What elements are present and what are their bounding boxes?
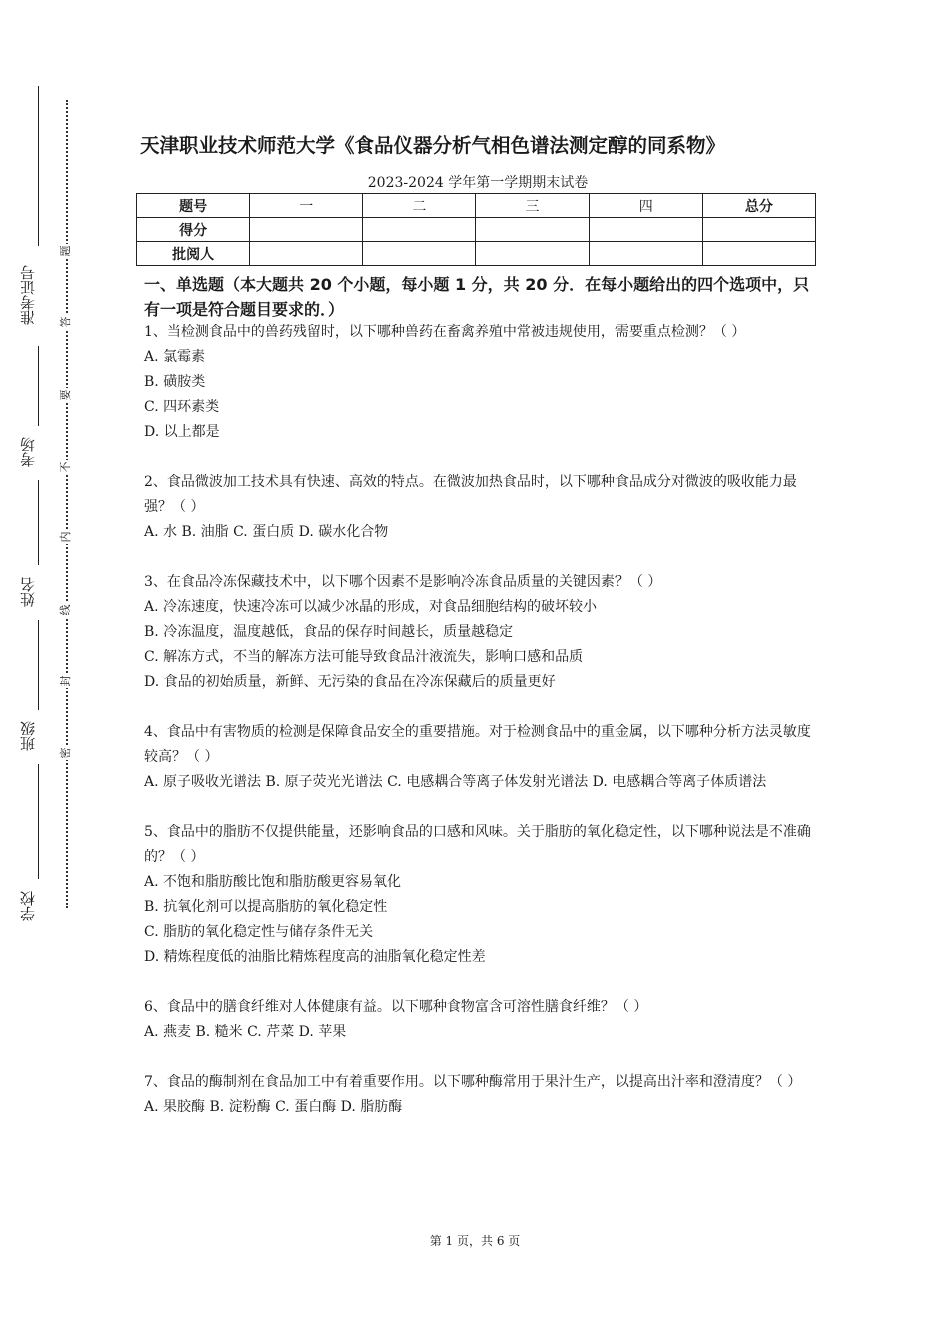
question-item bbox=[144, 570, 820, 695]
question-option: C. 四环素类 bbox=[144, 399, 220, 415]
question-stem: 7、食品的酶制剂在食品加工中有着重要作用。以下哪种酶常用于果汁生产，以提高出汁率和澄清度？（ ） bbox=[144, 1074, 802, 1090]
question-option: D. 精炼程度低的油脂比精炼程度高的油脂氧化稳定性差 bbox=[144, 949, 486, 965]
binding-line bbox=[38, 764, 39, 879]
seal-dotted-line bbox=[66, 100, 68, 908]
score-cell bbox=[250, 218, 363, 242]
seal-char: 密 bbox=[59, 747, 72, 759]
score-table bbox=[136, 193, 816, 266]
question-item bbox=[144, 720, 820, 795]
question-option: A. 不饱和脂肪酸比饱和脂肪酸更容易氧化 bbox=[144, 874, 402, 890]
score-header-cell: 二 bbox=[363, 194, 476, 218]
exam-title: 天津职业技术师范大学《食品仪器分析气相色谱法测定醇的同系物》 bbox=[140, 134, 726, 157]
question-option: C. 解冻方式，不当的解冻方法可能导致食品汁液流失，影响口感和品质 bbox=[144, 649, 584, 665]
question-option: A. 燕麦 B. 糙米 C. 芹菜 D. 苹果 bbox=[144, 1024, 347, 1040]
question-stem: 4、食品中有害物质的检测是保障食品安全的重要措施。对于检测食品中的重金属，以下哪种分析方法灵敏度较高？（ ） bbox=[144, 724, 811, 765]
question-option: A. 水 B. 油脂 C. 蛋白质 D. 碳水化合物 bbox=[144, 524, 389, 540]
question-item bbox=[144, 820, 820, 970]
question-option: D. 食品的初始质量，新鲜、无污染的食品在冷冻保藏后的质量更好 bbox=[144, 674, 556, 690]
section-heading: 一、单选题（本大题共 20 个小题，每小题 1 分，共 20 分．在每小题给出的四个选项中，只有一项是符合题目要求的．） bbox=[144, 275, 810, 319]
score-header-cell: 四 bbox=[589, 194, 702, 218]
score-row-label: 得分 bbox=[137, 218, 250, 242]
binding-line bbox=[38, 620, 39, 710]
seal-char: 线 bbox=[59, 604, 72, 616]
question-item bbox=[144, 1070, 820, 1120]
binding-margin bbox=[0, 0, 80, 1344]
binding-field-exam-room: 考场 bbox=[19, 437, 37, 468]
binding-line bbox=[38, 480, 39, 565]
question-list bbox=[144, 320, 820, 1145]
seal-char: 内 bbox=[59, 531, 72, 543]
question-option: A. 冷冻速度，快速冷冻可以减少冰晶的形成，对食品细胞结构的破坏较小 bbox=[144, 599, 598, 615]
question-stem: 1、当检测食品中的兽药残留时，以下哪种兽药在畜禽养殖中常被违规使用，需要重点检测？（ ） bbox=[144, 324, 746, 340]
question-stem: 6、食品中的膳食纤维对人体健康有益。以下哪种食物富含可溶性膳食纤维？（ ） bbox=[144, 999, 648, 1015]
question-option: A. 原子吸收光谱法 B. 原子荧光光谱法 C. 电感耦合等离子体发射光谱法 D. 电感耦合等离子体质谱法 bbox=[144, 774, 767, 790]
binding-line bbox=[38, 86, 39, 246]
score-header-cell: 一 bbox=[250, 194, 363, 218]
question-item bbox=[144, 320, 820, 445]
question-stem: 5、食品中的脂肪不仅提供能量，还影响食品的口感和风味。关于脂肪的氧化稳定性，以下哪种说法是不准确的？（ ） bbox=[144, 824, 811, 865]
exam-subtitle: 2023-2024 学年第一学期期末试卷 bbox=[367, 175, 589, 191]
question-option: B. 冷冻温度，温度越低，食品的保存时间越长，质量越稳定 bbox=[144, 624, 514, 640]
binding-field-exam-id: 准考证号 bbox=[19, 265, 37, 325]
question-option: B. 磺胺类 bbox=[144, 374, 206, 390]
score-cell bbox=[702, 242, 815, 266]
score-table-header-row bbox=[137, 194, 816, 218]
question-option: D. 以上都是 bbox=[144, 424, 220, 440]
binding-field-class: 班级 bbox=[19, 721, 37, 752]
seal-char: 不 bbox=[59, 461, 72, 473]
score-header-cell: 总分 bbox=[702, 194, 815, 218]
binding-field-school: 学校 bbox=[19, 891, 37, 922]
score-cell bbox=[476, 218, 589, 242]
score-cell bbox=[363, 242, 476, 266]
question-option: A. 果胶酶 B. 淀粉酶 C. 蛋白酶 D. 脂肪酶 bbox=[144, 1099, 403, 1115]
question-stem: 2、食品微波加工技术具有快速、高效的特点。在微波加热食品时，以下哪种食品成分对微波的吸收能力最强？（ ） bbox=[144, 474, 797, 515]
question-option: A. 氯霉素 bbox=[144, 349, 206, 365]
score-cell bbox=[250, 242, 363, 266]
score-cell bbox=[363, 218, 476, 242]
question-item bbox=[144, 995, 820, 1045]
seal-char: 题 bbox=[59, 245, 72, 257]
seal-char: 答 bbox=[59, 316, 72, 328]
score-cell bbox=[589, 242, 702, 266]
question-option: C. 脂肪的氧化稳定性与储存条件无关 bbox=[144, 924, 374, 940]
question-option: B. 抗氧化剂可以提高脂肪的氧化稳定性 bbox=[144, 899, 388, 915]
score-table-row bbox=[137, 218, 816, 242]
score-cell bbox=[589, 218, 702, 242]
score-table-row bbox=[137, 242, 816, 266]
seal-char: 要 bbox=[59, 389, 72, 401]
question-stem: 3、在食品冷冻保藏技术中，以下哪个因素不是影响冷冻食品质量的关键因素？（ ） bbox=[144, 574, 662, 590]
binding-field-name: 姓名 bbox=[19, 577, 37, 608]
question-item bbox=[144, 470, 820, 545]
binding-line bbox=[38, 346, 39, 426]
seal-char: 封 bbox=[59, 675, 72, 687]
page-footer: 第 1 页，共 6 页 bbox=[429, 1234, 521, 1248]
score-row-label: 批阅人 bbox=[137, 242, 250, 266]
score-header-cell: 题号 bbox=[137, 194, 250, 218]
score-cell bbox=[476, 242, 589, 266]
score-cell bbox=[702, 218, 815, 242]
score-header-cell: 三 bbox=[476, 194, 589, 218]
